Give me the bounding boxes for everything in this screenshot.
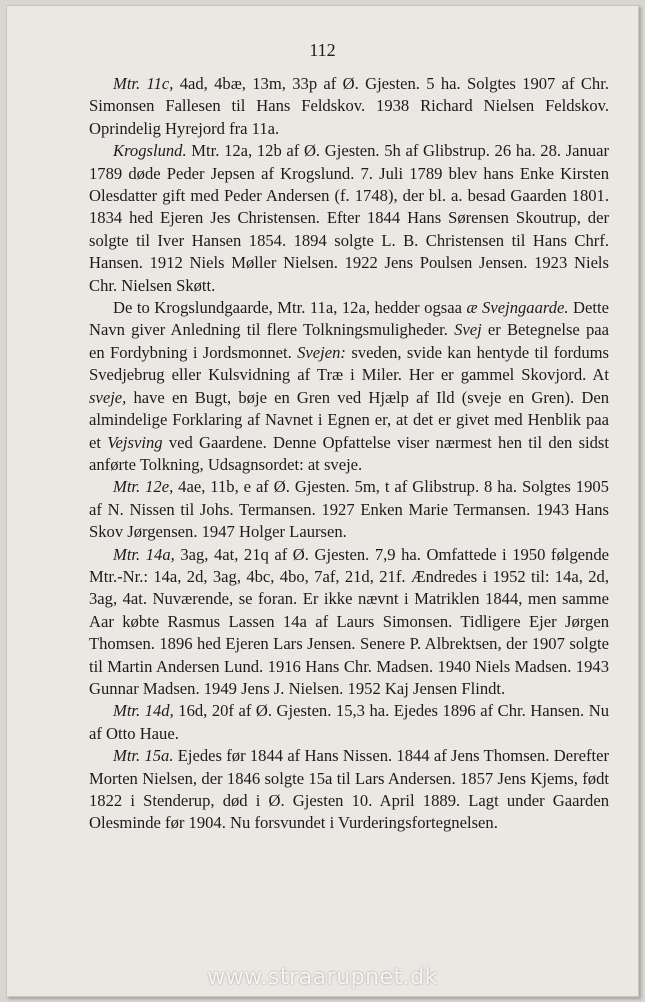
text-run: Ejedes før 1844 af Hans Nissen. 1844 af Jens Thomsen. Derefter Morten Nielsen, der 1846 solgte 15a til Lars Andersen. 1857 Jens Kjems, født 1822 i Stenderup, død i Ø. Gjesten 10. April 1889. Lagt under Gaarden Olesminde før 1904. Nu forsvundet i Vurderingsfortegnelsen. (89, 746, 609, 833)
italic-run: Mtr. 15a. (113, 746, 174, 766)
italic-run: Svej (454, 320, 482, 340)
text-run: er Betegnelse paa en Fordybning i Jordsmonnet. (89, 320, 609, 362)
italic-run: Mtr. 12e, (113, 477, 174, 497)
italic-run: Krogslund. (113, 141, 187, 161)
text-run: 16d, 20f af Ø. Gjesten. 15,3 ha. Ejedes 1896 af Chr. Hansen. Nu af Otto Haue. (89, 701, 609, 743)
paragraph-p3 (89, 297, 609, 476)
text-run: 4ae, 11b, e af Ø. Gjesten. 5m, t af Glibstrup. 8 ha. Solgtes 1905 af N. Nissen til Johs. Termansen. 1927 Enken Marie Termansen. 1943 Hans Skov Jørgensen. 1947 Holger Laursen. (89, 477, 609, 542)
text-run: ved Gaardene. Denne Opfattelse viser nærmest hen til den sidst anførte Tolkning, Udsagnsordet: at sveje. (89, 432, 610, 474)
paragraph-p7 (89, 745, 609, 835)
text-run: sveden, svide kan hentyde til fordums Svedjebrug eller Kulsvidning af Træ i Miler. Her er gammel Skovjord. At (89, 342, 609, 385)
text-run: have en Bugt, bøje en Gren ved Hjælp af Ild (sveje en Gren). Den almindelige Forklaring af Navnet i Egnen er, at det er givet med Henblik paa et (89, 387, 609, 452)
page-number: 112 (309, 40, 336, 60)
paragraph-p2 (89, 140, 609, 297)
text-run: Mtr. 12a, 12b af Ø. Gjesten. 5h af Glibstrup. 26 ha. 28. Januar 1789 døde Peder Jepsen af Krogslund. 7. Juli 1789 blev hans Enke Kirsten Olesdatter gift med Peder Andersen (f. 1748), der bl. a. besad Gaarden 1801. 1834 hed Ejeren Jes Christensen. Efter 1844 Hans Sørensen Skoutrup, der solgte til Iver Hansen 1854. 1894 solgte L. B. Christensen til Hans Chrf. Hansen. 1912 Niels Møller Nielsen. 1922 Jens Poulsen Jensen. 1923 Niels Chr. Nielsen Skøtt. (89, 141, 609, 295)
paragraph-p6 (89, 700, 609, 745)
italic-run: æ Svejngaarde. (466, 298, 569, 318)
paragraph-p4 (89, 476, 609, 543)
paragraph-p1 (89, 73, 609, 140)
text-run: 4ad, 4bæ, 13m, 33p af Ø. Gjesten. 5 ha. Solgtes 1907 af Chr. Simonsen Fallesen til Hans Feldskov. 1938 Richard Nielsen Feldskov. Oprindelig Hyrejord fra 11a. (89, 74, 609, 138)
italic-run: Mtr. 11c, (113, 74, 174, 93)
text-run: De to Krogslundgaarde, Mtr. 11a, 12a, hedder ogsaa (113, 298, 467, 318)
book-page (6, 5, 639, 997)
italic-run: Mtr. 14a, (113, 544, 175, 564)
watermark: www.straarupnet.dk (207, 965, 438, 990)
text-run: Dette Navn giver Anledning til flere Tolkningsmuligheder. (89, 298, 609, 340)
body-text (89, 73, 609, 835)
paragraph-p5 (89, 544, 609, 701)
italic-run: Vejsving (107, 432, 163, 452)
italic-run: Mtr. 14d, (113, 701, 174, 721)
text-run: 3ag, 4at, 21q af Ø. Gjesten. 7,9 ha. Omfattede i 1950 følgende Mtr.-Nr.: 14a, 2d, 3ag, 4bc, 4bo, 7af, 21d, 21f. Ændredes i 1952 til: 14a, 2d, 3ag, 4at. Nuværende, se foran. Er ikke nævnt i Matriklen 1844, men samme Aar købte Rasmus Lassen 14a af Laurs Simonsen. Tidligere Ejer Jørgen Thomsen. 1896 hed Ejeren Lars Jensen. Senere P. Albrektsen, der 1907 solgte til Martin Andersen Lund. 1916 Hans Chr. Madsen. 1940 Niels Madsen. 1943 Gunnar Madsen. 1949 Jens J. Nielsen. 1952 Kaj Jensen Flindt. (89, 544, 609, 698)
italic-run: Svejen: (297, 342, 346, 362)
italic-run: sveje, (89, 387, 127, 407)
